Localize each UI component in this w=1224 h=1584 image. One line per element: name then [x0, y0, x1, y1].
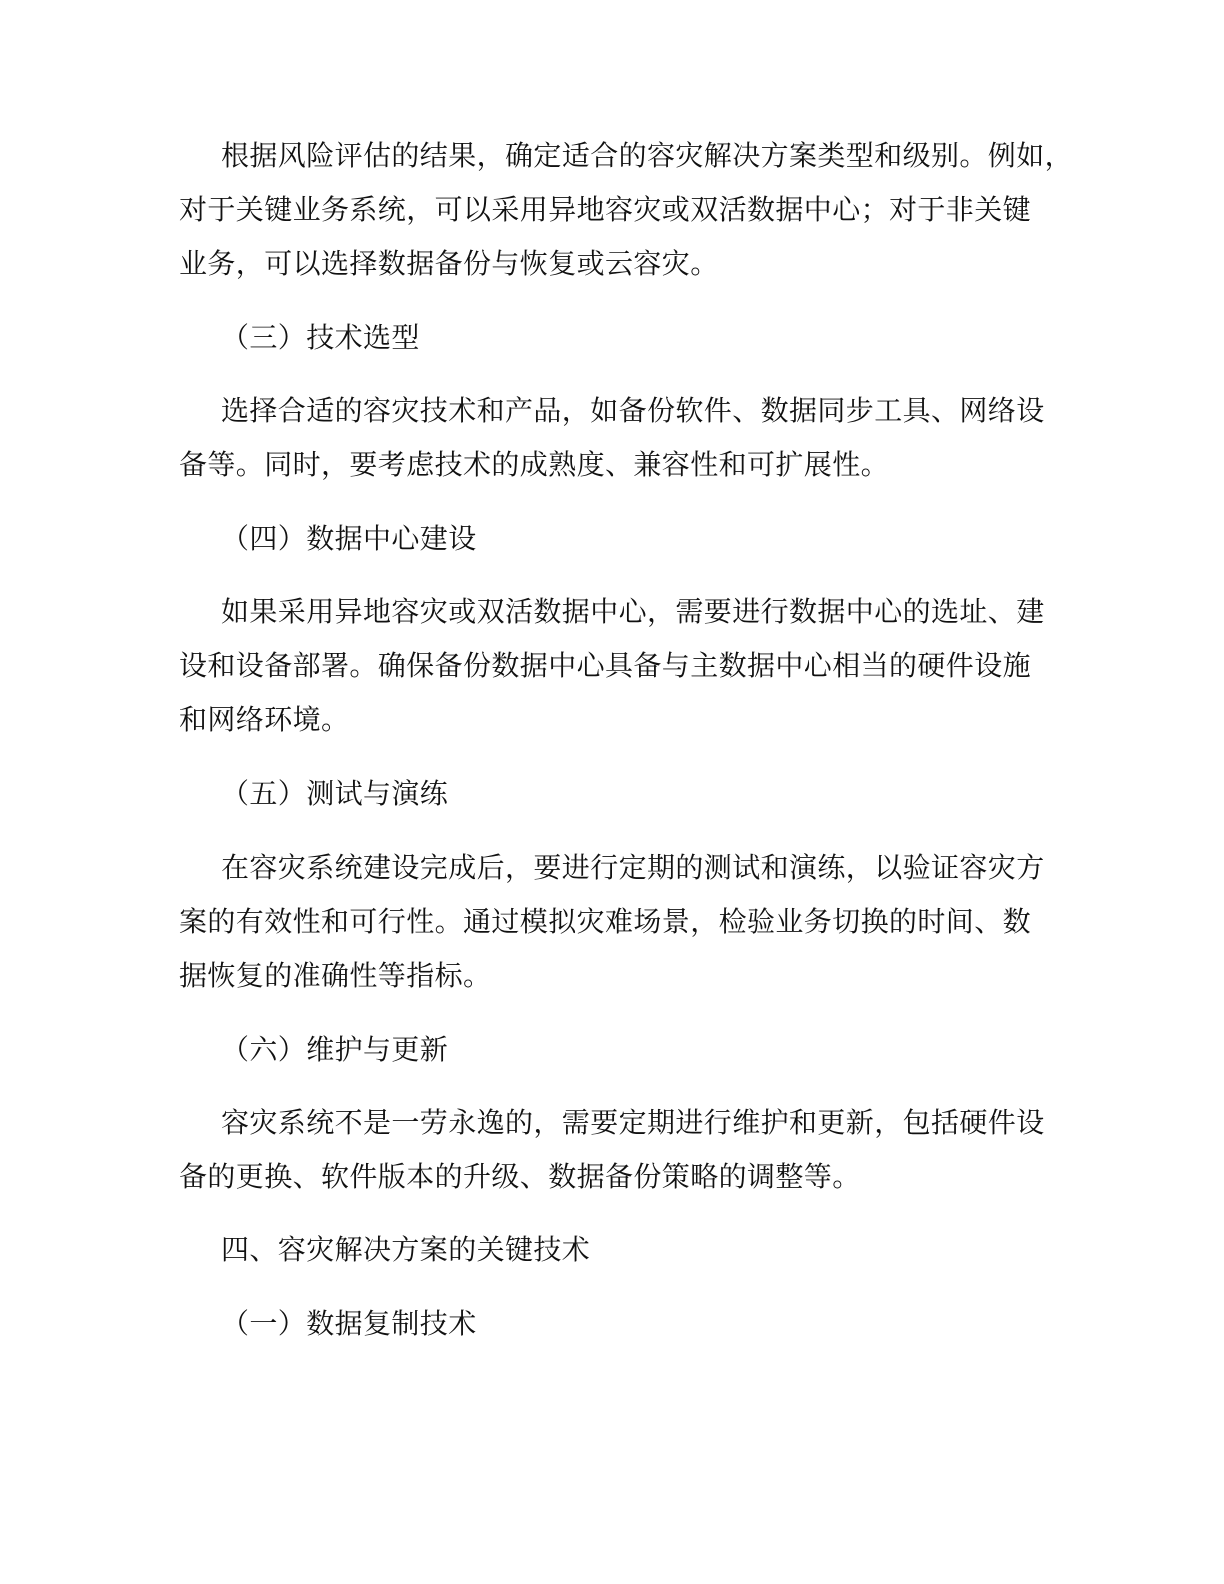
paragraph-line: 根据风险评估的结果，确定适合的容灾解决方案类型和级别。例如，: [221, 139, 1074, 172]
paragraph-line: 业务，可以选择数据备份与恢复或云容灾。: [179, 247, 719, 280]
paragraph-line: 设和设备部署。确保备份数据中心具备与主数据中心相当的硬件设施: [179, 649, 1032, 682]
section-heading: （六）维护与更新: [221, 1033, 449, 1066]
section-heading: （四）数据中心建设: [221, 522, 477, 555]
paragraph-line: 备的更换、软件版本的升级、数据备份策略的调整等。: [179, 1160, 861, 1193]
paragraph-line: 备等。同时，要考虑技术的成熟度、兼容性和可扩展性。: [179, 448, 890, 481]
paragraph-line: 在容灾系统建设完成后，要进行定期的测试和演练，以验证容灾方: [221, 851, 1045, 884]
paragraph-line: 如果采用异地容灾或双活数据中心，需要进行数据中心的选址、建: [221, 595, 1045, 628]
section-heading: （五）测试与演练: [221, 777, 449, 810]
paragraph-line: 据恢复的准确性等指标。: [179, 959, 492, 992]
paragraph-line: 案的有效性和可行性。通过模拟灾难场景，检验业务切换的时间、数: [179, 905, 1032, 938]
paragraph-line: 对于关键业务系统，可以采用异地容灾或双活数据中心；对于非关键: [179, 193, 1032, 226]
chapter-heading: 四、容灾解决方案的关键技术: [221, 1233, 591, 1266]
paragraph-line: 容灾系统不是一劳永逸的，需要定期进行维护和更新，包括硬件设: [221, 1106, 1045, 1139]
paragraph-line: 选择合适的容灾技术和产品，如备份软件、数据同步工具、网络设: [221, 394, 1045, 427]
paragraph-line: 和网络环境。: [179, 703, 350, 736]
section-heading: （三）技术选型: [221, 321, 420, 354]
section-heading: （一）数据复制技术: [221, 1307, 477, 1340]
